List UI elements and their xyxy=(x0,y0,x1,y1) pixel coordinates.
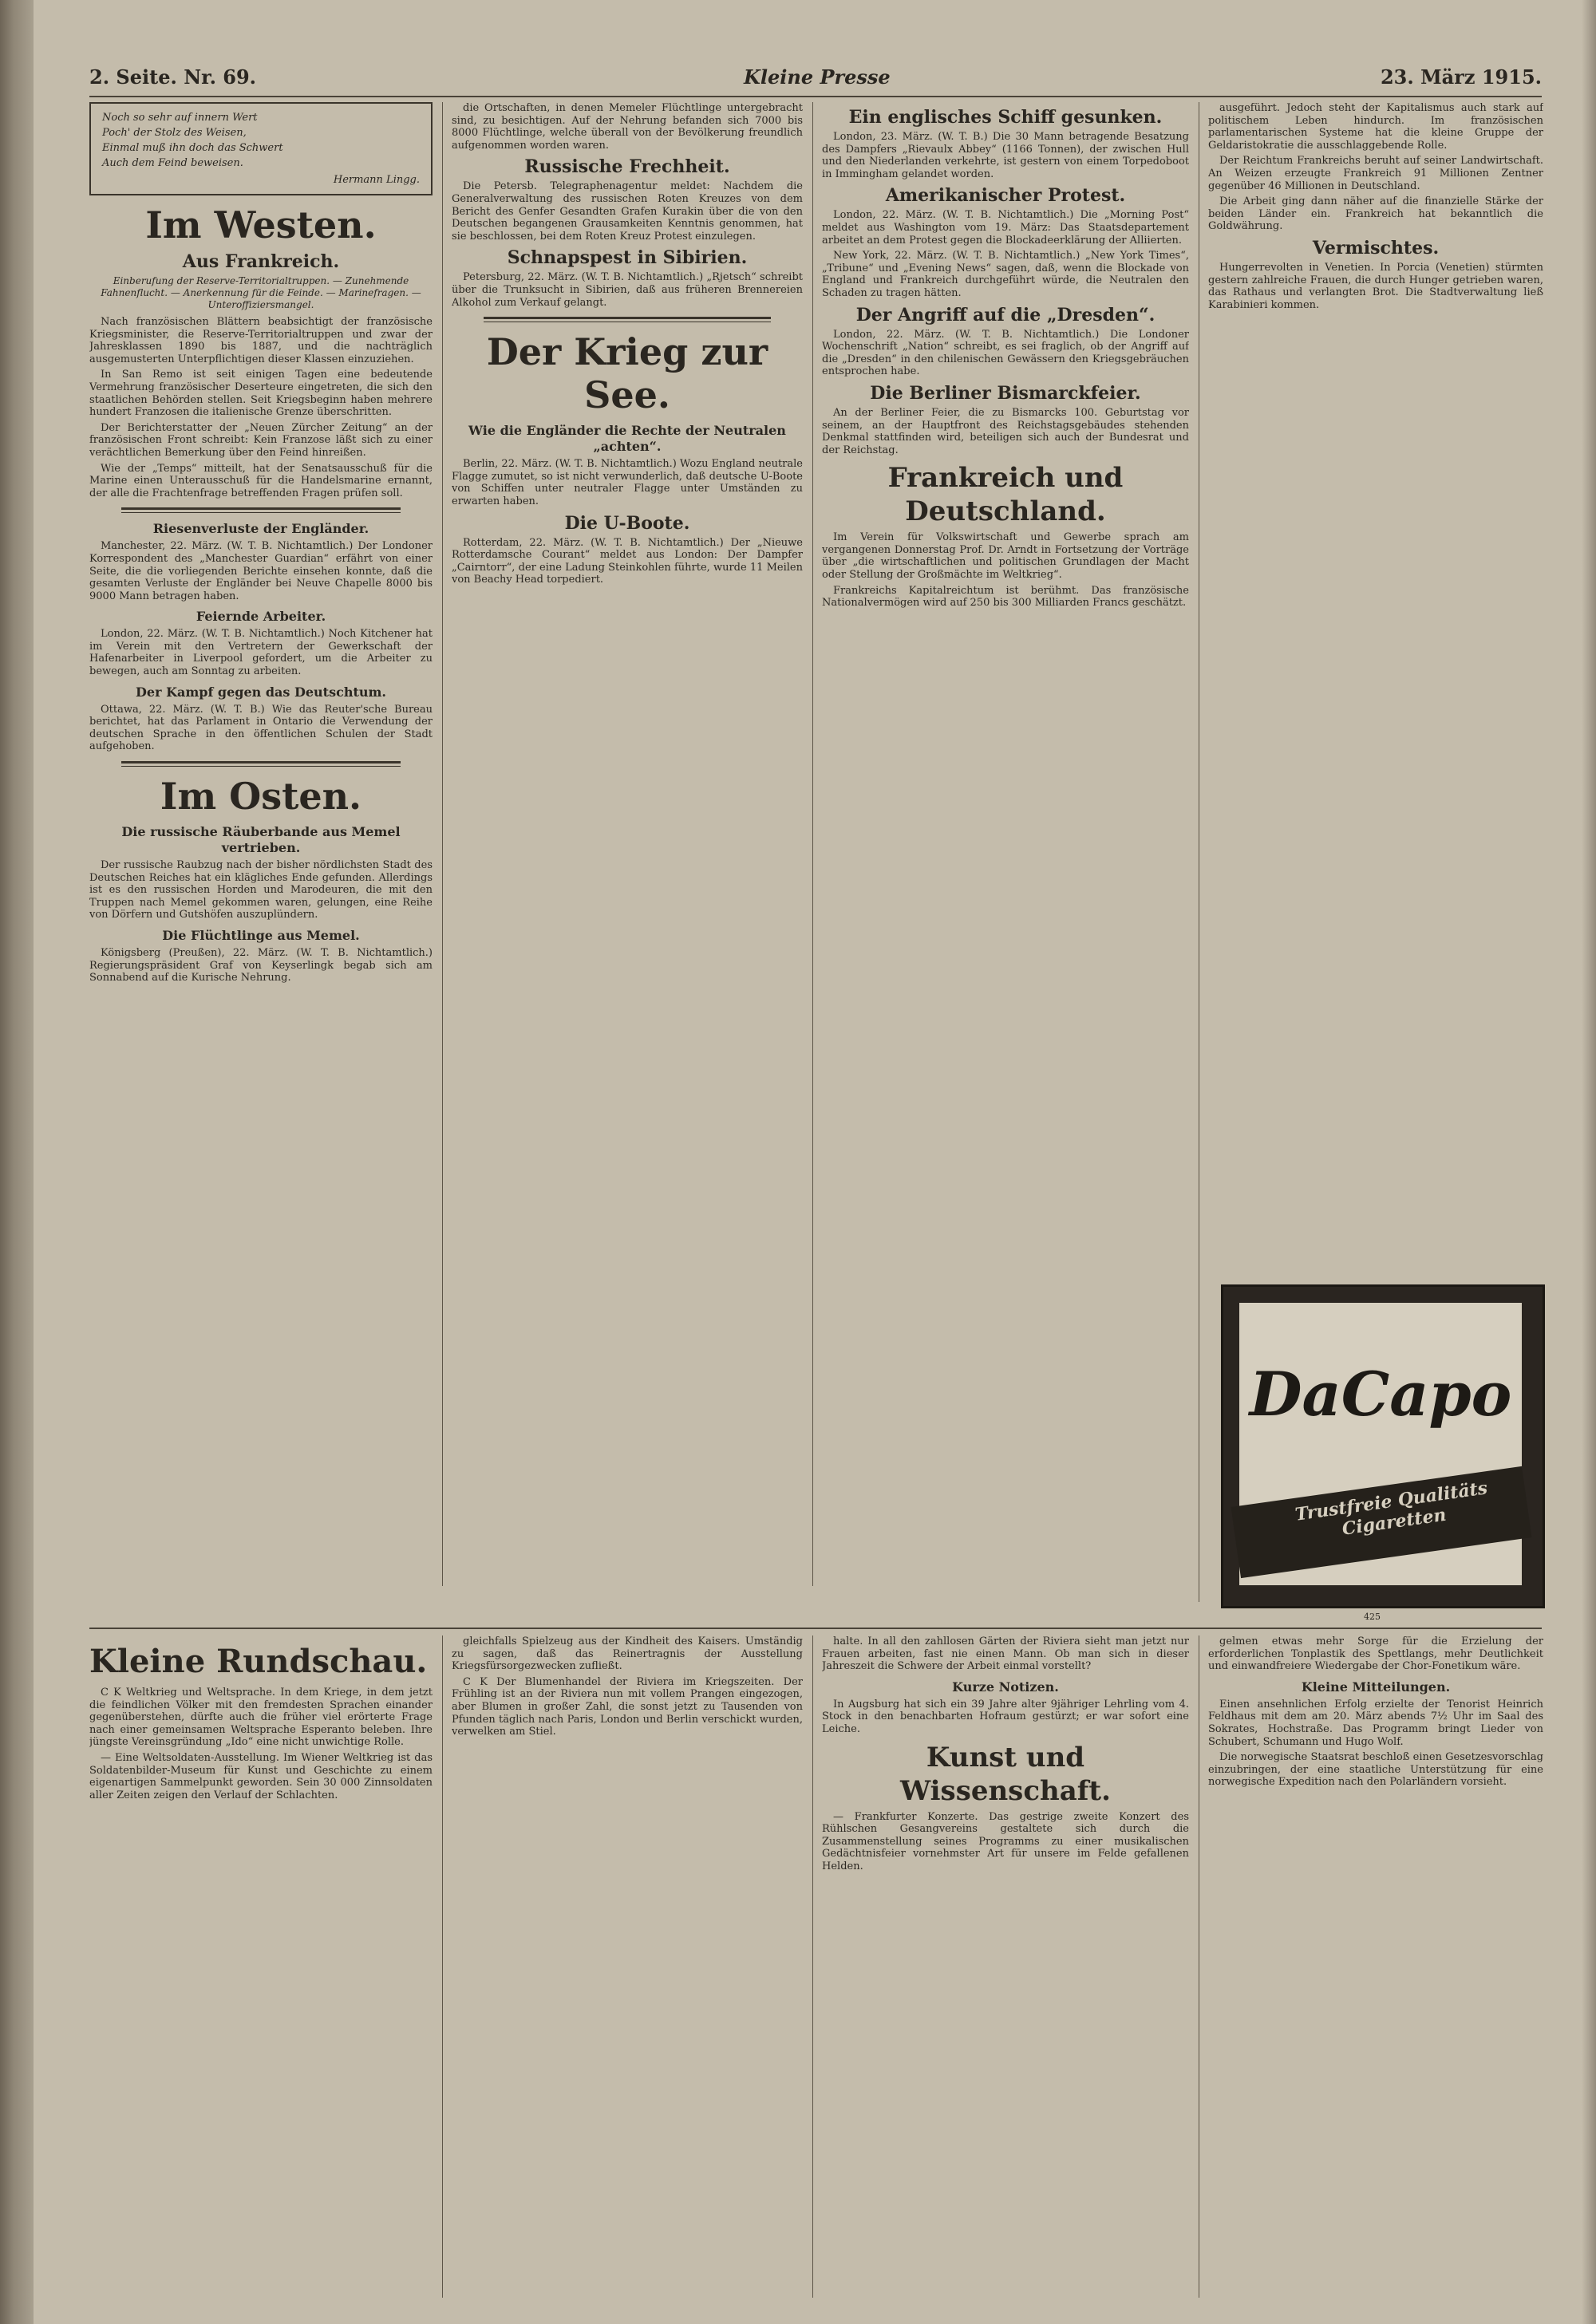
heading-amerikanischer-protest: Amerikanischer Protest. xyxy=(885,185,1126,207)
heading-englisches-schiff: Ein englisches Schiff gesunken. xyxy=(848,107,1163,128)
heading-frankreich: Aus Frankreich. xyxy=(182,251,340,272)
article-paragraph: Frankreichs Kapitalreichtum ist berühmt. Das französische Nationalvermögen wird auf 250 bis 300 Milliarden Francs geschätzt. xyxy=(822,584,1189,610)
section-divider xyxy=(121,507,401,513)
article-paragraph: Rotterdam, 22. März. (W. T. B. Nichtamtlich.) Der „Nieuwe Rotterdamsche Courant“ meldet aus London: Der Dampfer „Cairntorr“, der eine Ladung Steinkohlen führte, wurde 11 Meilen von Beachy Head torpediert. xyxy=(452,536,803,586)
ad-panel xyxy=(1239,1303,1522,1585)
article-paragraph: Berlin, 22. März. (W. T. B. Nichtamtlich.) Wozu England neutrale Flagge zumutet, so ist nicht verwunderlich, daß deutsche U-Boote von Schiffen unter neutraler Flagge unter Umständen zu erwarten haben. xyxy=(452,458,803,507)
ad-logo: DaCapo xyxy=(1249,1359,1512,1430)
column-rule xyxy=(442,1635,443,2298)
heading-kampf-deutschtum: Der Kampf gegen das Deutschtum. xyxy=(136,684,386,700)
article-paragraph: Einen ansehnlichen Erfolg erzielte der Tenorist Heinrich Feldhaus mit dem am 20. März abends 7½ Uhr im Saal des Sokrates, Hochstraße. Das Programm bringt Lieder von Schubert, Schumann und Hugo Wolf. xyxy=(1208,1698,1543,1748)
article-paragraph: halte. In all den zahllosen Gärten der Riviera sieht man jetzt nur Frauen arbeiten, fast nie einen Mann. Ob man sich in dieser Jahreszeit die Schwere der Arbeit einmal vorstellt? xyxy=(822,1635,1189,1673)
rundschau-column-2 xyxy=(452,1635,803,2298)
article-paragraph: — Eine Weltsoldaten-Ausstellung. Im Wiener Weltkrieg ist das Soldatenbilder-Museum für Kunst und Geschichte zu einem eigenartigen Sammelpunkt geworden. Sein 30 000 Zinnsoldaten aller Zeiten zeigen den Verlauf der Schlachten. xyxy=(89,1751,433,1801)
article-paragraph: Der Reichtum Frankreichs beruht auf seiner Landwirtschaft. An Weizen erzeugte Frankreich 91 Millionen Zentner gegenüber 46 Millionen in Deutschland. xyxy=(1208,155,1543,192)
ad-reference-number: 425 xyxy=(1364,1612,1381,1622)
heading-fluechtlinge: Die Flüchtlinge aus Memel. xyxy=(162,928,360,943)
column-rule xyxy=(442,102,443,1586)
page-number: 2. Seite. Nr. 69. xyxy=(89,65,257,89)
ad-slogan: Trustfreie Qualitäts Cigaretten xyxy=(1294,1478,1489,1540)
column-4 xyxy=(1208,102,1543,1275)
heading-russische-frechheit: Russische Frechheit. xyxy=(524,156,730,178)
poem-line: Auch dem Feind beweisen. xyxy=(102,157,243,169)
feuilleton-rule xyxy=(89,1628,1542,1629)
article-paragraph: — Frankfurter Konzerte. Das gestrige zweite Konzert des Rühlschen Gesangvereins gestaltete sich durch die Zusammenstellung seines Programms zu einer musikalischen Gedächtnisfeier vornehmster Art für unsere im Felde gefallenen Helden. xyxy=(822,1810,1189,1872)
article-paragraph: London, 22. März. (W. T. B. Nichtamtlich.) Noch Kitchener hat im Verein mit den Vertretern der Gewerkschaft der Hafenarbeiter in Liverpool gefordert, um die Arbeiter zu bewegen, auch am Sonntag zu arbeiten. xyxy=(89,628,433,678)
article-paragraph: In San Remo ist seit einigen Tagen eine bedeutende Vermehrung französischer Deserteure eingetreten, die sich den staatlichen Behörden stellen. Seit Kriegsbeginn haben mehrere hundert Franzosen die italienische Grenze überschritten. xyxy=(89,369,433,419)
section-divider xyxy=(121,761,401,767)
article-paragraph: gleichfalls Spielzeug aus der Kindheit des Kaisers. Umständig zu sagen, daß das Reinertragnis der Ausstellung Kriegsfürsorgezwecken zufließt. xyxy=(452,1635,803,1673)
column-3 xyxy=(822,102,1189,1586)
article-paragraph: die Ortschaften, in denen Memeler Flüchtlinge untergebracht sind, zu besichtigen. Auf der Nehrung befanden sich 7000 bis 8000 Flüchtlinge, welche überall von der Bevölkerung freundlich aufgenommen worden waren. xyxy=(452,102,803,152)
poem-line: Noch so sehr auf innern Wert xyxy=(102,112,258,124)
header-rule xyxy=(89,96,1542,97)
column-2 xyxy=(452,102,803,1586)
article-paragraph: Der russische Raubzug nach der bisher nördlichsten Stadt des Deutschen Reiches hat ein klägliches Ende gefunden. Allerdings ist es den russischen Horden und Marodeuren, die mit den Truppen nach Memel gekommen waren, gelungen, eine Reihe von Dörfern und Gutshöfen auszuplündern. xyxy=(89,859,433,921)
subheading-frankreich: Einberufung der Reserve-Territorialtruppen. — Zunehmende Fahnenflucht. — Anerkennung für die Feinde. — Marinefragen. — Unteroffiziersmangel. xyxy=(101,275,421,310)
poem-author: Hermann Lingg. xyxy=(333,174,420,186)
article-paragraph: Königsberg (Preußen), 22. März. (W. T. B. Nichtamtlich.) Regierungspräsident Graf von Keyserlingk begab sich am Sonnabend auf die Kurische Nehrung. xyxy=(89,947,433,984)
dacapo-advertisement xyxy=(1221,1284,1545,1608)
article-paragraph: Wie der „Temps“ mitteilt, hat der Senatsausschuß für die Marine einen Unterausschuß für die Handelsmarine ernannt, der alle die Frachtenfrage betreffenden Fragen prüfen soll. xyxy=(89,462,433,499)
section-divider xyxy=(484,317,771,322)
article-paragraph: Hungerrevolten in Venetien. In Porcia (Venetien) stürmten gestern zahlreiche Frauen, die durch Hunger getrieben waren, das Rathaus und verlangten Brot. Die Stadtverwaltung ließ Karabinieri kommen. xyxy=(1208,261,1543,311)
heading-kleine-rundschau: Kleine Rundschau. xyxy=(89,1643,428,1680)
poem-box xyxy=(89,102,433,195)
article-paragraph: London, 23. März. (W. T. B.) Die 30 Mann betragende Besatzung des Dampfers „Rievaulx Abbey“ (1166 Tonnen), der zwischen Hull und den Niederlanden verkehrte, ist gestern von einem Torpedoboot in Immingham gelandet worden. xyxy=(822,131,1189,180)
heading-riesenverluste: Riesenverluste der Engländer. xyxy=(152,521,369,537)
heading-u-boote: Die U-Boote. xyxy=(564,512,690,534)
rundschau-column-1 xyxy=(89,1635,433,2298)
article-paragraph: Die Arbeit ging dann näher auf die finanzielle Stärke der beiden Länder ein. Frankreich hat bekanntlich die Goldwährung. xyxy=(1208,195,1543,233)
rundschau-column-3 xyxy=(822,1635,1189,2298)
article-paragraph: Im Verein für Volkswirtschaft und Gewerbe sprach am vergangenen Donnerstag Prof. Dr. Arndt in Fortsetzung der Vorträge über „die wirtschaftlichen und politischen Grundlagen der Macht oder Stellung der Großmächte im Weltkrieg“. xyxy=(822,531,1189,582)
article-paragraph: Petersburg, 22. März. (W. T. B. Nichtamtlich.) „Rjetsch“ schreibt über die Trunksucht in Sibirien, daß aus früheren Brennereien Alkohol zum Verkauf gelangt. xyxy=(452,271,803,309)
heading-kleine-mitteilungen: Kleine Mitteilungen. xyxy=(1301,1679,1451,1695)
newspaper-page xyxy=(34,0,1596,2324)
article-paragraph: Der Berichterstatter der „Neuen Zürcher Zeitung“ an der französischen Front schreibt: Kein Franzose läßt sich zu einer verächtlichen Bemerkung über den Feind hinreißen. xyxy=(89,421,433,459)
article-paragraph: Nach französischen Blättern beabsichtigt der französische Kriegsminister, die Reserve-Territorialtruppen und zwar der Jahresklassen 1890 bis 1887, und die nachträglich ausgemusterten Unterpflichtigen dieser Klassen einzuziehen. xyxy=(89,316,433,365)
masthead-title: Kleine Presse xyxy=(744,65,891,89)
page-header xyxy=(89,62,1542,94)
article-paragraph: gelmen etwas mehr Sorge für die Erzielung der erforderlichen Tonplastik des Spettlangs, mehr Deutlichkeit und einwandfreiere Wiedergabe der Chor-Fonetikum wäre. xyxy=(1208,1635,1543,1673)
section-heading-krieg-see: Der Krieg zur See. xyxy=(486,330,768,417)
heading-schnapspest: Schnapspest in Sibirien. xyxy=(507,247,748,269)
poem-line: Einmal muß ihn doch das Schwert xyxy=(102,142,283,154)
section-heading-ost: Im Osten. xyxy=(160,775,362,819)
cigarette-pack-band xyxy=(1231,1466,1532,1578)
column-1 xyxy=(89,102,433,1586)
heading-bismarckfeier: Die Berliner Bismarckfeier. xyxy=(870,382,1141,404)
poem-line: Poch' der Stolz des Weisen, xyxy=(102,127,247,139)
heading-frankreich-deutschland: Frankreich und Deutschland. xyxy=(887,462,1124,528)
book-binding xyxy=(0,0,34,2324)
heading-angriff-dresden: Der Angriff auf die „Dresden“. xyxy=(855,304,1156,326)
article-paragraph: In Augsburg hat sich ein 39 Jahre alter 9jähriger Lehrling vom 4. Stock in den benachbarten Hofraum gestürzt; er war sofort eine Leiche. xyxy=(822,1698,1189,1735)
article-paragraph: London, 22. März. (W. T. B. Nichtamtlich.) Die „Morning Post“ meldet aus Washington vom 19. März: Das Staatsdepartement arbeitet an dem Protest gegen die Blockadeerklärung der Alliierten. xyxy=(822,209,1189,247)
issue-date: 23. März 1915. xyxy=(1380,65,1542,89)
article-paragraph: Ottawa, 22. März. (W. T. B.) Wie das Reuter'sche Bureau berichtet, hat das Parlament in Ontario die Verwendung der deutschen Sprache in den öffentlichen Schulen der Stadt aufgehoben. xyxy=(89,703,433,753)
heading-feiernde-arbeiter: Feiernde Arbeiter. xyxy=(196,609,326,625)
heading-kurze-notizen: Kurze Notizen. xyxy=(952,1679,1059,1695)
article-paragraph: An der Berliner Feier, die zu Bismarcks 100. Geburtstag vor seinem, an der Hauptfront des Reichstagsgebäudes stehenden Denkmal stattfinden wird, beteiligen sich auch der Bundesrat und der Reichstag. xyxy=(822,406,1189,456)
section-heading-west: Im Westen. xyxy=(145,203,377,247)
article-paragraph: C K Weltkrieg und Weltsprache. In dem Kriege, in dem jetzt die feindlichen Völker mit den fremdesten Sprachen einander gegenüberstehen, dürfte auch die früher viel erörterte Frage nach einer gemeinsamen Weltsprache Esperanto beleben. Ihre jüngste Vereinsgründung „Ido“ eine nicht unwichtige Rolle. xyxy=(89,1687,433,1749)
article-paragraph: Die norwegische Staatsrat beschloß einen Gesetzesvorschlag einzubringen, der eine staatliche Unterstützung für eine norwegische Expedition nach den Polarländern vorsieht. xyxy=(1208,1751,1543,1789)
column-rule xyxy=(812,1635,813,2298)
heading-kunst-wissenschaft: Kunst und Wissenschaft. xyxy=(900,1741,1111,1807)
article-paragraph: C K Der Blumenhandel der Riviera im Kriegszeiten. Der Frühling ist an der Riviera nun mit vollem Prangen eingezogen, aber Blumen in großer Zahl, die sonst jetzt zu Tausenden von Pfunden täglich nach Paris, London und Berlin verschickt wurden, verwelken am Stiel. xyxy=(452,1675,803,1738)
article-paragraph: ausgeführt. Jedoch steht der Kapitalismus auch stark auf politischem Leben hindurch. Im französischen parlamentarischen Systeme hat die kleine Gruppe der Geldaristokratie die ausschlaggebende Rolle. xyxy=(1208,102,1543,152)
rundschau-column-4 xyxy=(1208,1635,1543,2298)
heading-rechte-neutralen: Wie die Engländer die Rechte der Neutralen „achten“. xyxy=(468,423,786,455)
column-rule xyxy=(812,102,813,1586)
heading-raeuberbande: Die russische Räuberbande aus Memel vertrieben. xyxy=(121,824,401,856)
heading-vermischtes: Vermischtes. xyxy=(1312,237,1440,258)
article-paragraph: Manchester, 22. März. (W. T. B. Nichtamtlich.) Der Londoner Korrespondent des „Manchester Guardian“ erfährt von einer Seite, die die vorliegenden Berichte einsehen konnte, daß die gesamten Verluste der Engländer bei Neuve Chapelle 8000 bis 9000 Mann betragen haben. xyxy=(89,540,433,602)
article-paragraph: Die Petersb. Telegraphenagentur meldet: Nachdem die Generalverwaltung des russischen Roten Kreuzes von dem Bericht des Genfer Gesandten Grafen Kurakin über die von den Deutschen begangenen Grausamkeiten Kenntnis genommen, hat sie beschlossen, bei dem Roten Kreuz Protest einzulegen. xyxy=(452,180,803,243)
article-paragraph: London, 22. März. (W. T. B. Nichtamtlich.) Die Londoner Wochenschrift „Nation“ schreibt, es sei fraglich, ob der Angriff auf die „Dresden“ in den chilenischen Gewässern den Kriegsgebräuchen entsprochen habe. xyxy=(822,328,1189,378)
article-paragraph: New York, 22. März. (W. T. B. Nichtamtlich.) „New York Times“, „Tribune“ und „Evening News“ sagen, daß, wenn die Blockade von England und Frankreich durchgeführt würde, die Neutralen den Schaden zu tragen hätten. xyxy=(822,250,1189,299)
